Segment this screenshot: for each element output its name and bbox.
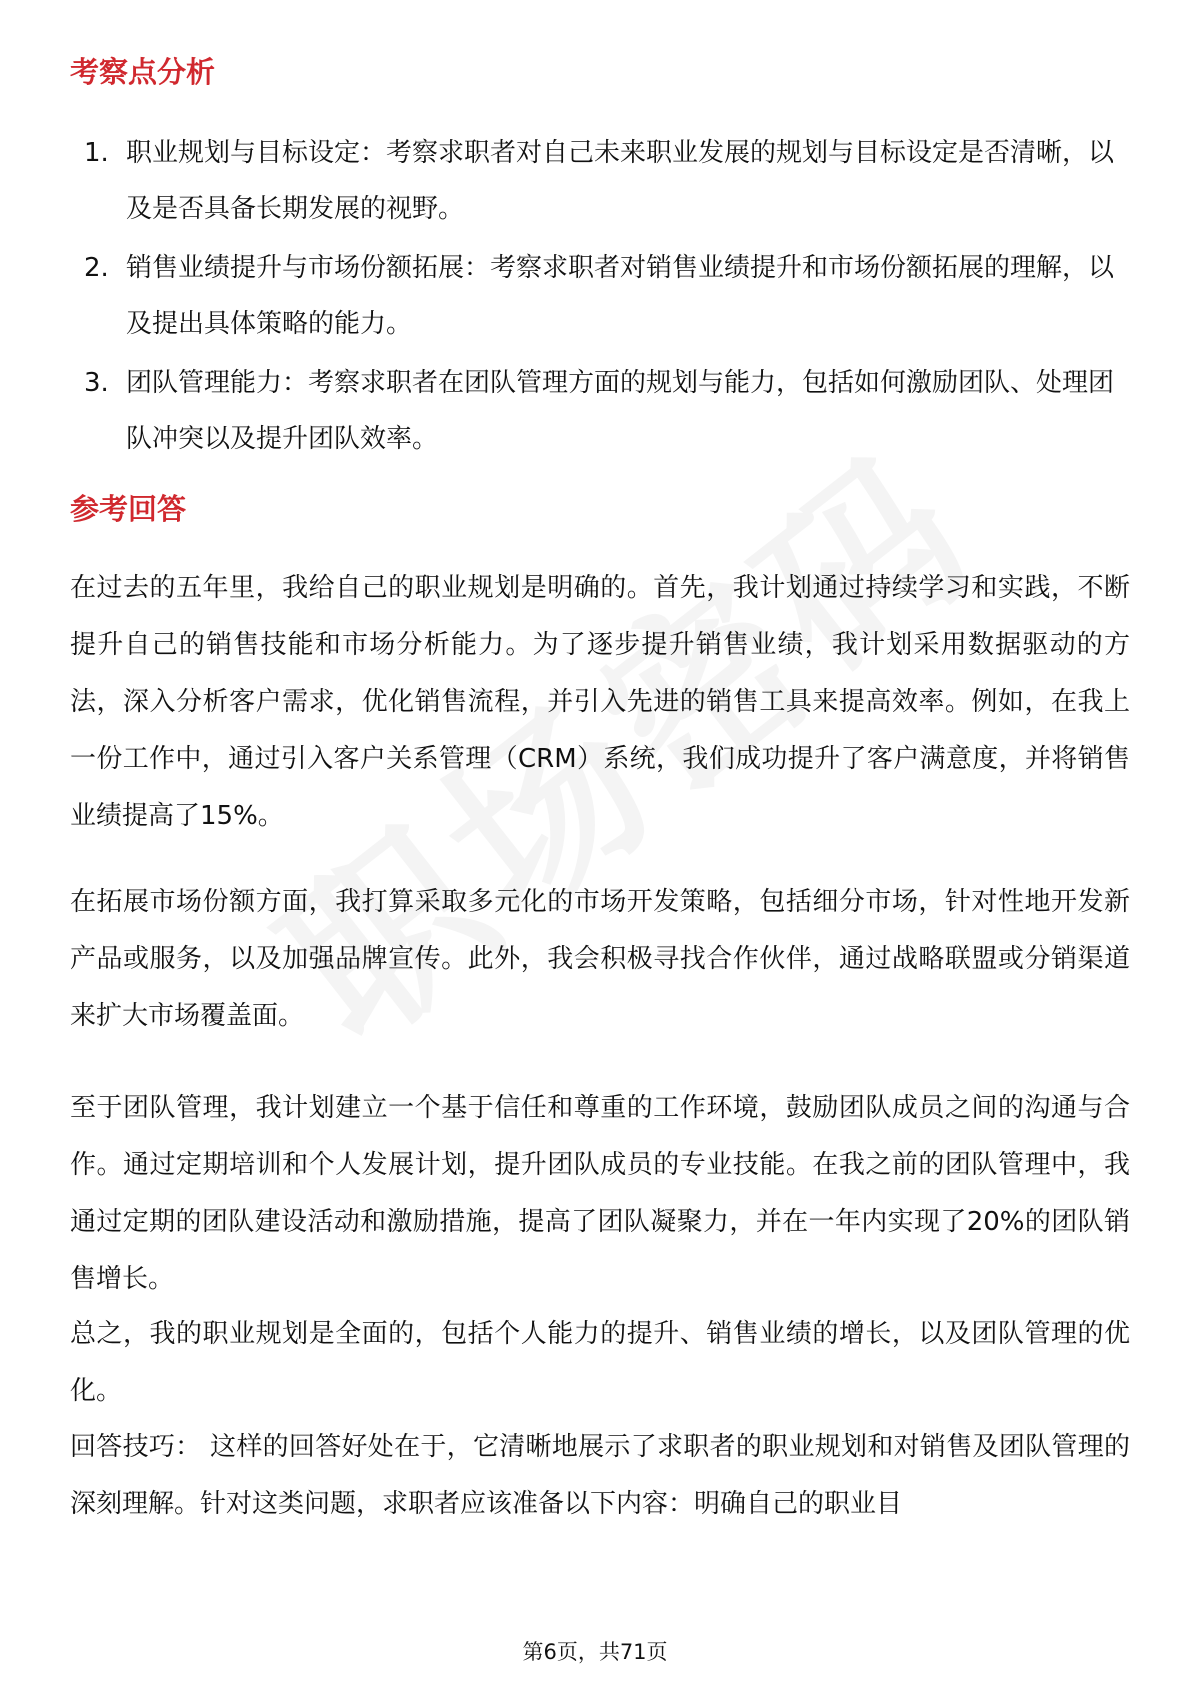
- analysis-point-list: [84, 125, 1134, 470]
- point-number: 3.: [84, 368, 109, 398]
- answer-paragraph: 在过去的五年里，我给自己的职业规划是明确的。首先，我计划通过持续学习和实践，不断提升自己的销售技能和市场分析能力。为了逐步提升销售业绩，我计划采用数据驱动的方法，深入分析客户需求，优化销售流程，并引入先进的销售工具来提高效率。例如，在我上一份工作中，通过引入客户关系管理（CRM）系统，我们成功提升了客户满意度，并将销售业绩提高了15%。: [70, 573, 1130, 831]
- section-title-answer: 参考回答: [70, 492, 187, 526]
- page-footer: 第6页，共71页: [522, 1640, 668, 1664]
- analysis-point: [84, 125, 1134, 237]
- answer-paragraph: 在拓展市场份额方面，我打算采取多元化的市场开发策略，包括细分市场，针对性地开发新产品或服务，以及加强品牌宣传。此外，我会积极寻找合作伙伴，通过战略联盟或分销渠道来扩大市场覆盖面。: [70, 887, 1130, 1031]
- point-text: 销售业绩提升与市场份额拓展：考察求职者对销售业绩提升和市场份额拓展的理解，以及提出具体策略的能力。: [126, 253, 1115, 339]
- answer-tips-paragraph: 回答技巧： 这样的回答好处在于，它清晰地展示了求职者的职业规划和对销售及团队管理的深刻理解。针对这类问题，求职者应该准备以下内容：明确自己的职业目: [70, 1432, 1130, 1519]
- answer-paragraph: 至于团队管理，我计划建立一个基于信任和尊重的工作环境，鼓励团队成员之间的沟通与合作。通过定期培训和个人发展计划，提升团队成员的专业技能。在我之前的团队管理中，我通过定期的团队建设活动和激励措施，提高了团队凝聚力，并在一年内实现了20%的团队销售增长。: [70, 1093, 1130, 1294]
- point-text: 职业规划与目标设定：考察求职者对自己未来职业发展的规划与目标设定是否清晰，以及是否具备长期发展的视野。: [126, 138, 1115, 224]
- section-title-analysis: 考察点分析: [70, 55, 216, 89]
- analysis-point: [84, 240, 1134, 352]
- analysis-point: [84, 355, 1134, 467]
- point-number: 2.: [84, 253, 109, 283]
- point-text: 团队管理能力：考察求职者在团队管理方面的规划与能力，包括如何激励团队、处理团队冲突以及提升团队效率。: [126, 368, 1115, 454]
- answer-paragraph: 总之，我的职业规划是全面的，包括个人能力的提升、销售业绩的增长，以及团队管理的优化。: [70, 1319, 1130, 1406]
- point-number: 1.: [84, 138, 109, 168]
